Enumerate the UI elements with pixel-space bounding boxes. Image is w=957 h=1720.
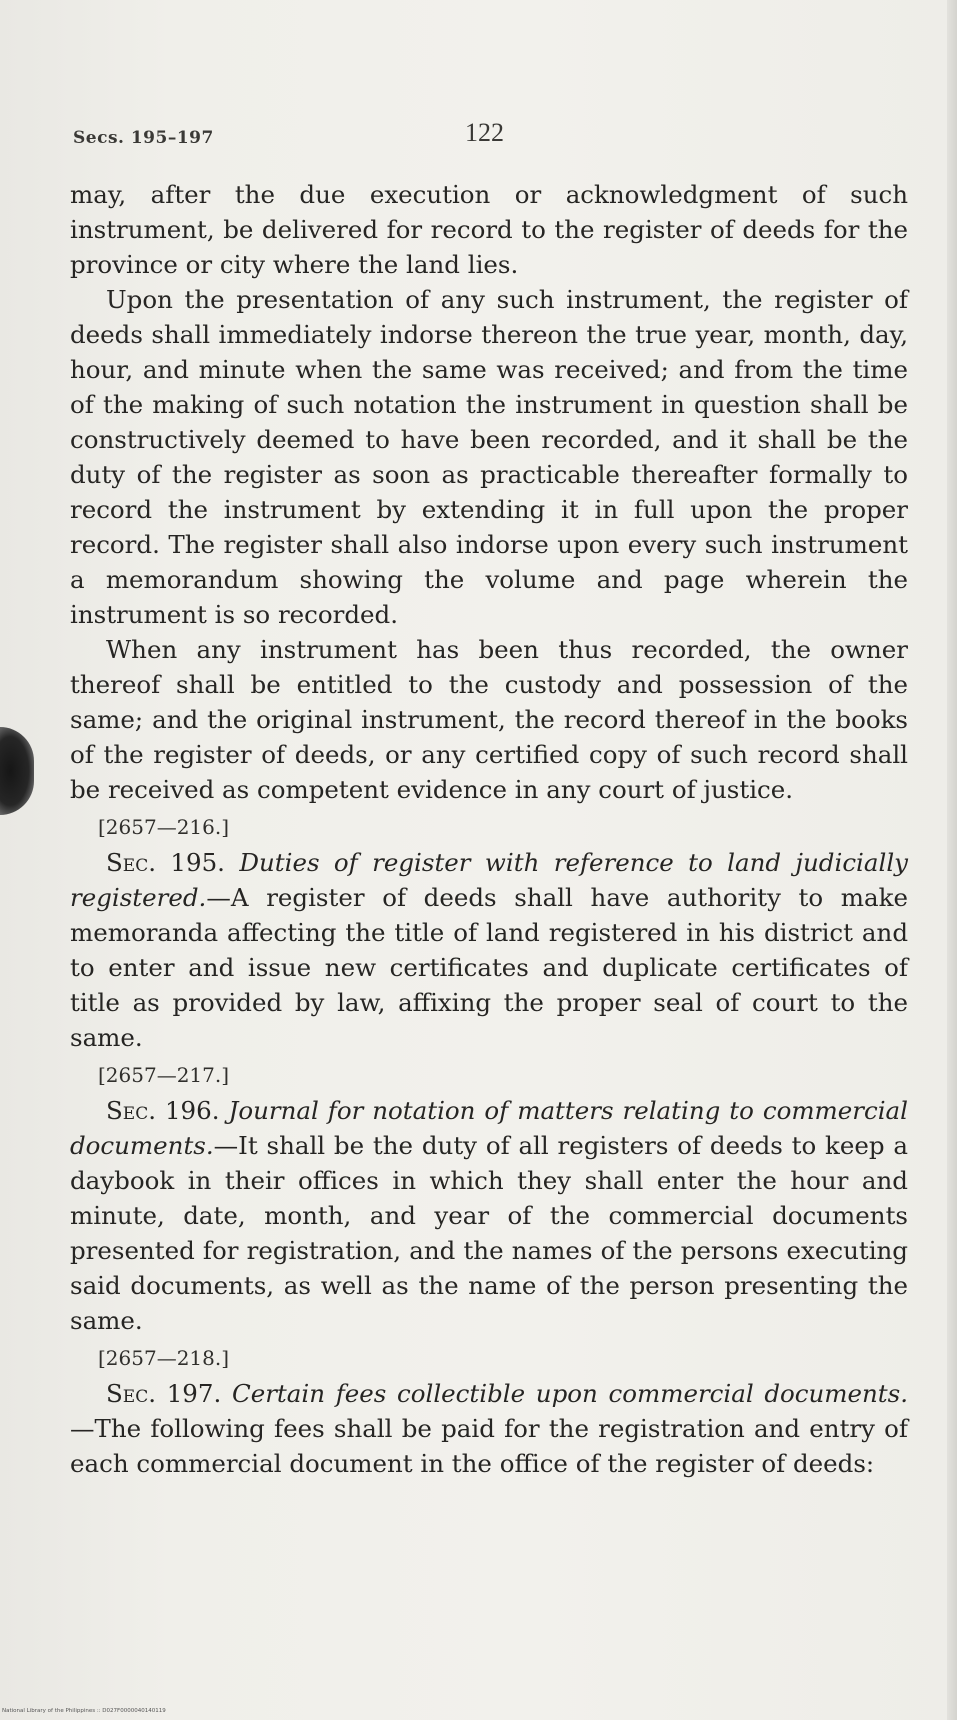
page-body — [70, 177, 908, 1481]
paragraph-presentation: Upon the presentation of any such instrument, the register of deeds shall immediately indorse thereon the true year, month, day, hour, and minute when the same was received; and from the time of the making of such notation the instrument in question shall be constructively deemed to have been recorded, and it shall be the duty of the register as soon as practicable thereafter formally to record the instrument by extending it in full upon the proper record. The register shall also indorse upon every such instrument a memorandum showing the volume and page wherein the instrument is so recorded. — [70, 285, 908, 629]
section-citation: [2657—216.] — [98, 815, 230, 839]
section-text: —The following fees shall be paid for the registration and entry of each commercial document in the office of the register of deeds: — [70, 1414, 908, 1478]
section-text: —It shall be the duty of all registers of deeds to keep a daybook in their offices in which they shall enter the hour and minute, date, month, and year of the commercial documents presented for registration, and the names of the persons executing said documents, as well as the name of the person presenting the same. — [70, 1131, 908, 1335]
section-197 — [70, 1376, 908, 1481]
section-label: Sec. 196. — [106, 1096, 220, 1125]
section-label: Sec. 197. — [106, 1379, 222, 1408]
page-edge-shadow — [947, 0, 957, 1720]
section-citation: [2657—217.] — [98, 1063, 230, 1087]
section-196 — [70, 1093, 908, 1338]
paragraph-continuation: may, after the due execution or acknowledgment of such instrument, be delivered for record to the register of deeds for the province or city where the land lies. — [70, 180, 908, 279]
section-title: Duties of register with reference to land judicially registered. — [70, 848, 909, 912]
page-number: 122 — [465, 118, 504, 147]
section-title: Certain fees collectible upon commercial documents. — [231, 1379, 909, 1408]
section-label: Sec. 195. — [106, 848, 225, 877]
footer-credit: National Library of the Philippines :: D027F0000040140119 — [2, 1708, 166, 1714]
binding-shadow — [0, 727, 34, 815]
section-195 — [70, 845, 908, 1055]
section-title: Journal for notation of matters relating to commercial documents. — [70, 1096, 908, 1160]
section-citation: [2657—218.] — [98, 1346, 230, 1370]
section-text: —A register of deeds shall have authority to make memoranda affecting the title of land registered in his district and to enter and issue new certificates and duplicate certificates of title as provided by law, affixing the proper seal of court to the same. — [70, 883, 908, 1052]
paragraph-custody: When any instrument has been thus recorded, the owner thereof shall be entitled to the custody and possession of the same; and the original instrument, the record thereof in the books of the register of deeds, or any certified copy of such record shall be received as competent evidence in any court of justice. — [70, 635, 908, 804]
running-head: Secs. 195–197 — [73, 128, 214, 148]
